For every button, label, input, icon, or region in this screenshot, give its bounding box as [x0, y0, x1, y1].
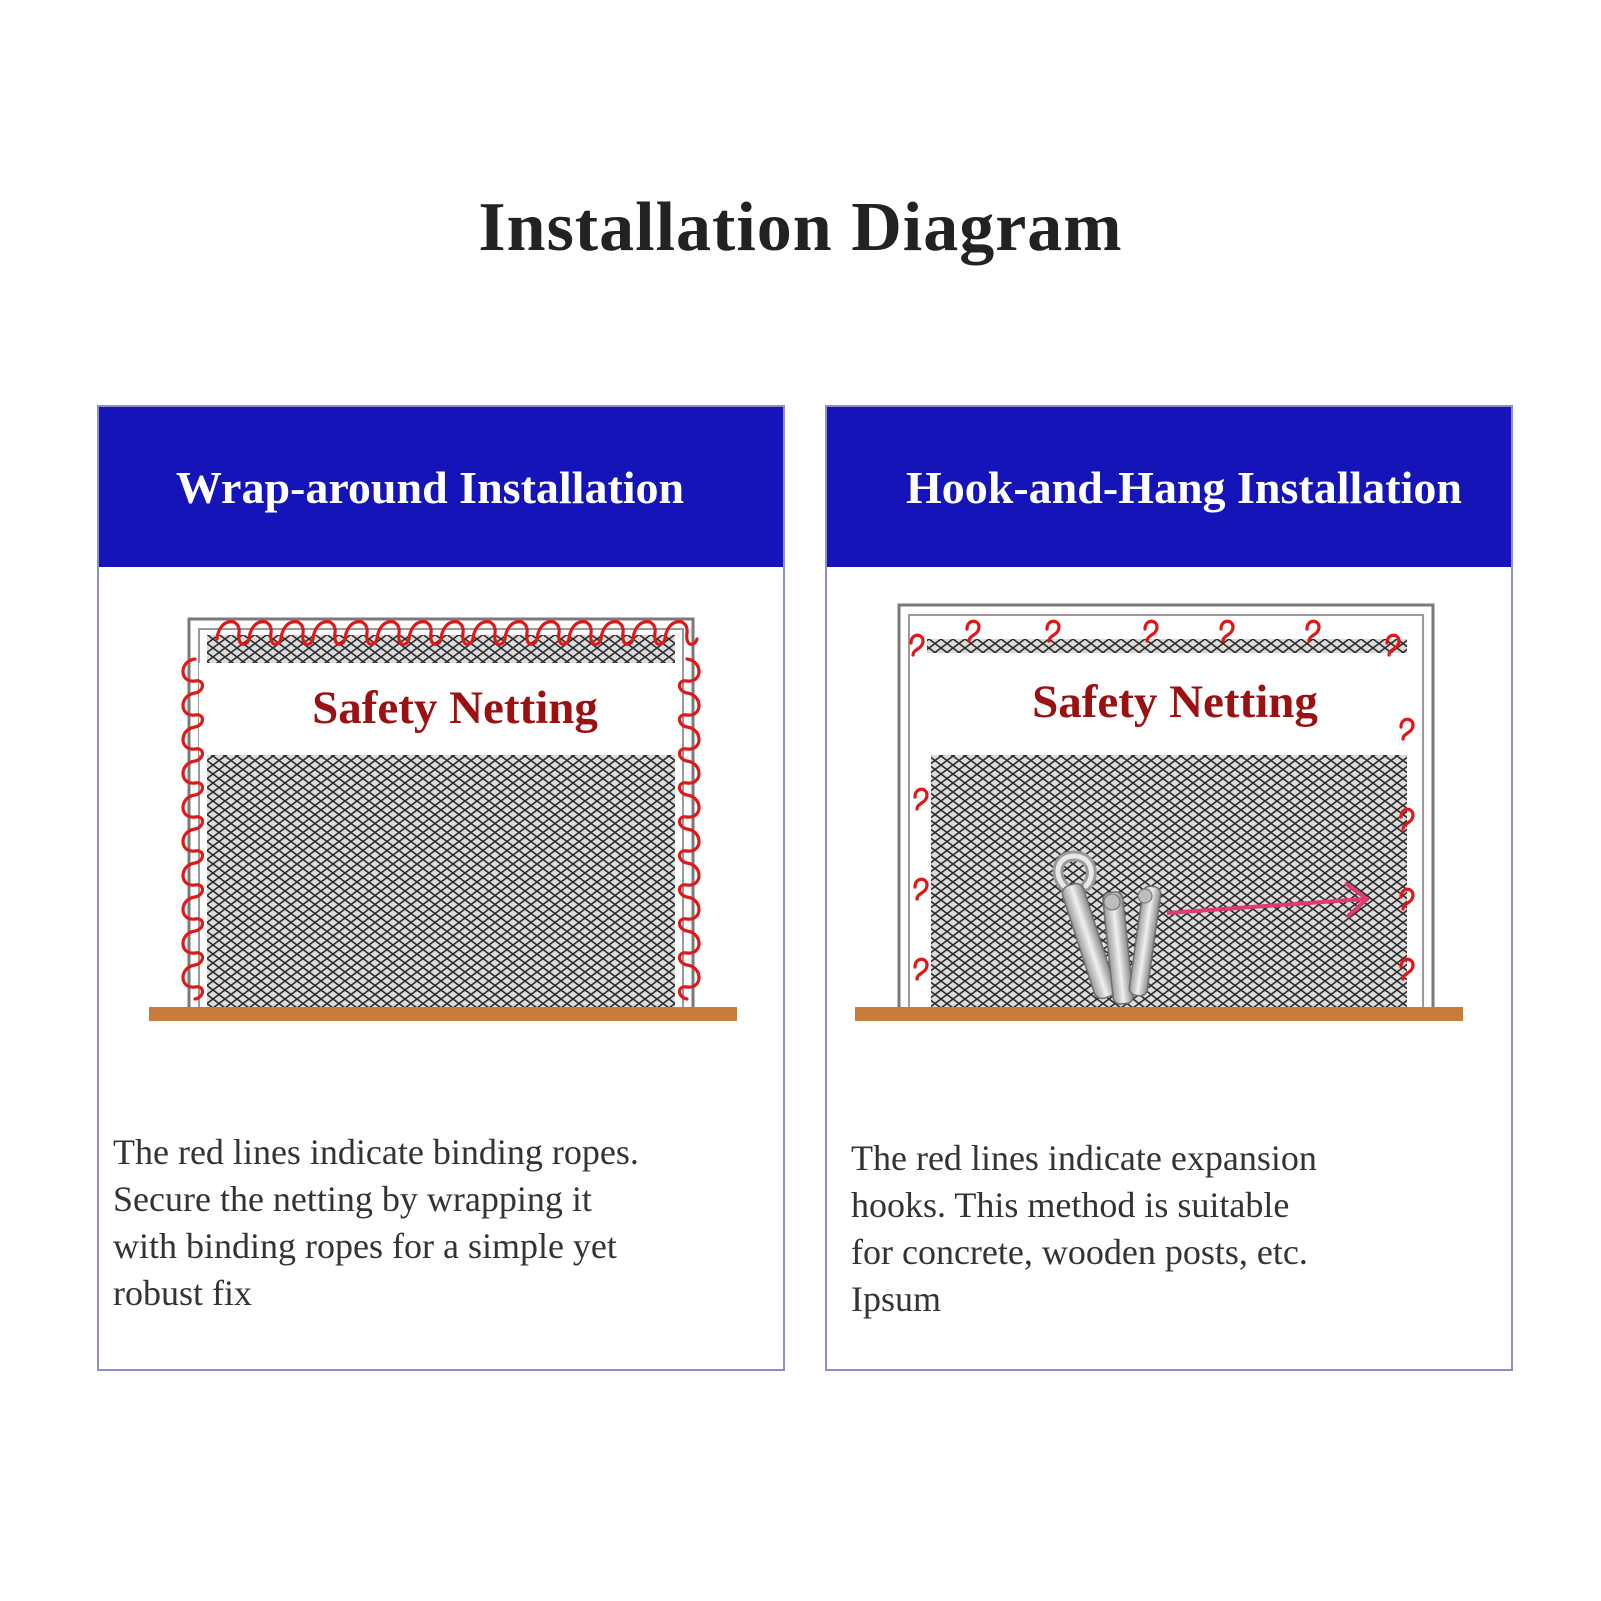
expansion-hook-left [915, 789, 927, 809]
description-line: Ipsum [851, 1279, 941, 1319]
page-title: Installation Diagram [478, 189, 1123, 266]
hook-and-hang-diagram [827, 567, 1511, 1037]
ground [855, 1007, 1463, 1021]
wrap-around-panel-header: Wrap-around Installation [99, 407, 783, 567]
expansion-hook-left [915, 879, 927, 899]
description-line: The red lines indicate expansion [851, 1138, 1317, 1178]
description-line: for concrete, wooden posts, etc. [851, 1232, 1308, 1272]
safety-net [931, 755, 1407, 1009]
hook-and-hang-panel [825, 405, 1513, 1371]
wrap-around-diagram-svg [99, 567, 783, 1037]
hook-and-hang-description [851, 1135, 1491, 1323]
wrap-around-description [113, 1129, 778, 1317]
net-label: Safety Netting [312, 682, 598, 734]
hook-and-hang-panel-header: Hook-and-Hang Installation [827, 407, 1511, 567]
description-line: Secure the netting by wrapping it [113, 1179, 592, 1219]
description-line: robust fix [113, 1273, 252, 1313]
expansion-hook-right [1401, 719, 1413, 739]
expansion-hook-top [967, 621, 979, 641]
expansion-hook-top [1047, 621, 1059, 641]
wrap-around-panel [97, 405, 785, 1371]
ground [149, 1007, 737, 1021]
hook-and-hang-diagram-svg [827, 567, 1511, 1037]
description-line: hooks. This method is suitable [851, 1185, 1290, 1225]
expansion-hook-top [1221, 621, 1233, 641]
description-line: The red lines indicate binding ropes. [113, 1132, 639, 1172]
expansion-hook-left [915, 959, 927, 979]
net-top-strip [927, 639, 1407, 653]
expansion-hook-top [1145, 621, 1157, 641]
wrap-around-diagram [99, 567, 783, 1037]
expansion-hook-top [1307, 621, 1319, 641]
expansion-hook-top-left [911, 635, 923, 655]
description-line: with binding ropes for a simple yet [113, 1226, 617, 1266]
net-label: Safety Netting [1032, 676, 1318, 728]
